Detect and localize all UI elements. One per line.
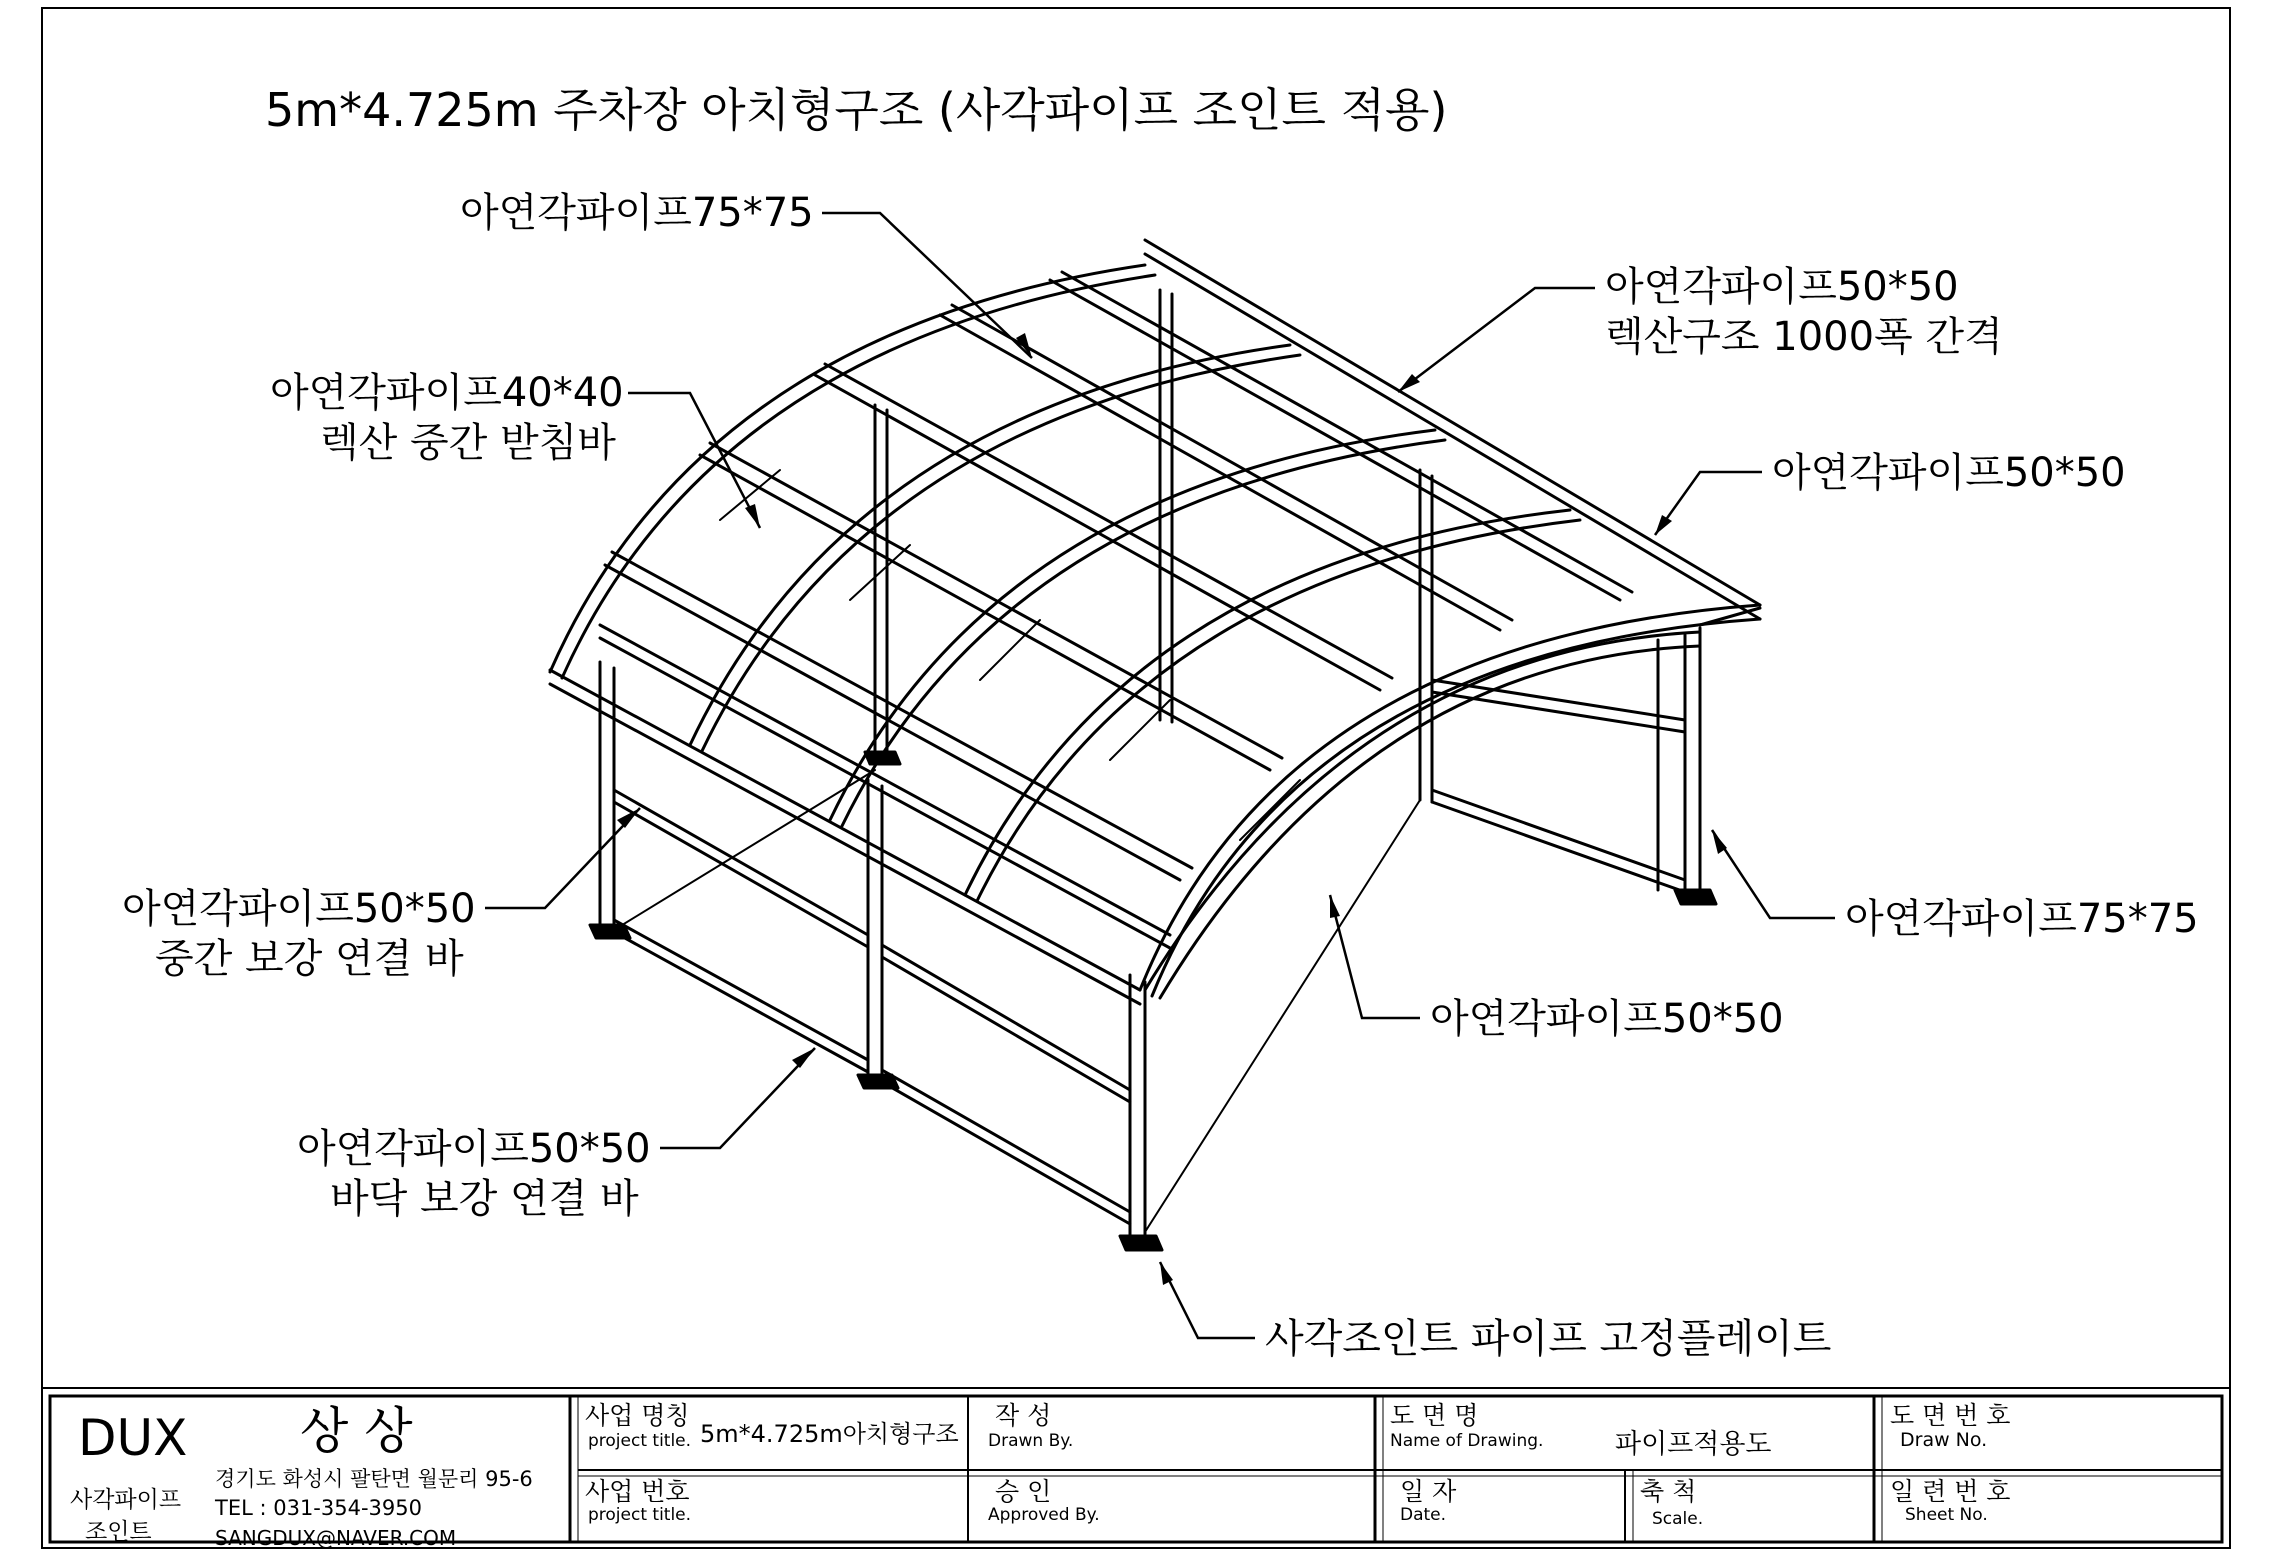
callout-lexan-frame-line1: 아연각파이프50*50 — [1605, 264, 1959, 310]
callout-mid-brace-line2: 중간 보강 연결 바 — [155, 936, 464, 982]
sheet-number-label-en: Sheet No. — [1905, 1505, 1988, 1525]
callout-arch-pipe: 아연각파이프50*50 — [1430, 996, 1784, 1042]
company-product-line1: 사각파이프 — [70, 1487, 182, 1513]
callout-floor-brace-line1: 아연각파이프50*50 — [297, 1126, 651, 1172]
callout-floor-brace-line2: 바닥 보강 연결 바 — [330, 1176, 639, 1222]
approved-by-label-en: Approved By. — [988, 1505, 1100, 1525]
project-name-label-ko: 사업 명칭 — [585, 1401, 690, 1430]
lexan-purlins — [605, 272, 1632, 880]
company-address: 경기도 화성시 팔탄면 월문리 95-6 — [215, 1467, 533, 1491]
drawing-name-label-en: Name of Drawing. — [1390, 1431, 1544, 1451]
lexan-support-bars — [720, 470, 1300, 840]
sheet-border — [42, 8, 2230, 1548]
drawn-by-label-ko: 작 성 — [995, 1401, 1052, 1430]
date-label-ko: 일 자 — [1400, 1477, 1457, 1506]
drawing-name-value: 파이프적용도 — [1615, 1429, 1772, 1460]
company-name: 상 상 — [300, 1402, 413, 1460]
arch-structure — [550, 240, 1760, 1250]
drawn-by-label-en: Drawn By. — [988, 1431, 1074, 1451]
company-email: SANGDUX@NAVER.COM — [215, 1526, 457, 1550]
scale-label-en: Scale. — [1652, 1509, 1704, 1529]
company-brand: DUX — [78, 1409, 188, 1467]
callout-edge-pipe: 아연각파이프50*50 — [1772, 450, 2126, 496]
drawing-number-label-en: Draw No. — [1900, 1429, 1988, 1451]
project-name-value: 5m*4.725m아치형구조 — [700, 1420, 959, 1448]
front-columns — [600, 662, 1145, 1242]
drawing-name-label-ko: 도 면 명 — [1390, 1401, 1479, 1430]
callout-column-pipe: 아연각파이프75*75 — [1845, 896, 2199, 942]
callout-base-plate: 사각조인트 파이프 고정플레이트 — [1265, 1316, 1832, 1362]
callout-roof-main-pipe: 아연각파이프75*75 — [460, 190, 814, 236]
right-columns — [1658, 628, 1700, 897]
drawing-title: 5m*4.725m 주차장 아치형구조 (사각파이프 조인트 적용) — [265, 83, 1448, 137]
company-product-line2: 조인트 — [85, 1519, 152, 1545]
sheet-number-label-ko: 일 련 번 호 — [1890, 1477, 2011, 1506]
right-gable-arch — [1145, 608, 1760, 998]
scale-label-ko: 축 척 — [1640, 1477, 1697, 1506]
title-block — [42, 1388, 2230, 1550]
drawing-number-label-ko: 도 면 번 호 — [1890, 1401, 2011, 1430]
callout-mid-brace-line1: 아연각파이프50*50 — [122, 886, 476, 932]
callout-lexan-frame-line2: 렉산구조 1000폭 간격 — [1605, 314, 2003, 360]
arch-rafters — [550, 265, 1760, 996]
project-number-label-ko: 사업 번호 — [585, 1477, 690, 1506]
project-number-label-en: project title. — [588, 1505, 692, 1525]
date-label-en: Date. — [1400, 1505, 1447, 1525]
callout-lexan-support-line1: 아연각파이프40*40 — [270, 370, 624, 416]
project-name-label-en: project title. — [588, 1431, 692, 1451]
approved-by-label-ko: 승 인 — [995, 1477, 1052, 1506]
company-tel: TEL : 031-354-3950 — [215, 1496, 422, 1520]
callout-lexan-support-line2: 렉산 중간 받침바 — [320, 420, 616, 466]
